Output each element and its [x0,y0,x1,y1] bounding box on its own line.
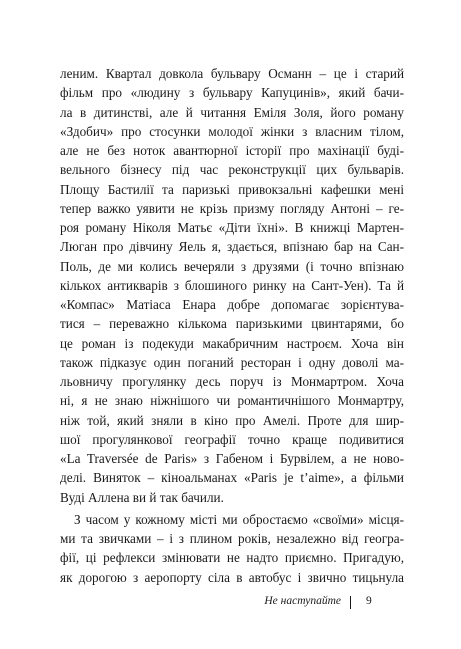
paragraph [60,64,404,507]
body-text [60,64,404,587]
text-line: ніж той, який зняли в кіно про Амелі. Проте для шир- [60,412,404,428]
text-line: тепер важко уявити не крізь призму погляду Антоні – ге- [60,200,404,216]
text-line: Площу Бастилії та паризькі привокзальні кафешки мені [60,181,404,197]
text-line: Вуді Аллена ви й так бачили. [60,489,224,505]
text-line: роя роману Ніколя Матьє «Діти їхні». В книжці Мартен- [60,220,404,235]
text-line: тися – переважно кількома паризькими цвинтарями, бо [60,316,404,332]
text-line: вельного бізнесу під час реконструкції цих бульварів. [60,162,404,178]
text-line: також підказує один поганий ресторан і одну доволі ма- [60,354,404,370]
text-line: «Компас» Матіаса Енара добре допомагає зорієнтува- [60,297,404,312]
text-line: шої прогулянкової географії точно краще подивитися [60,431,404,447]
text-line: «La Traversée de Paris» з Габеном і Бурвілем, а не новo- [60,451,404,466]
text-line: як дорогою з аеропорту сіла в автобус і звично тицьнула [60,569,404,585]
text-line: Поль, де ми колись вечеряли з друзями (і точно впізнаю [60,258,404,274]
paragraph [60,510,404,587]
text-line: кількох антикварів з блошиного ринку на Сант-Уен). Та й [60,277,404,293]
running-title: Не наступайте [264,595,341,607]
text-line: Люган про дівчину Яель я, здається, впізнаю бар на Сан- [60,239,404,255]
text-line: ми та звичками – і з плином років, незалежно від геогра- [60,531,404,546]
text-line: «Здобич» про стосунки молодої жінки з власним тілом, [60,123,404,139]
text-line: ла в дитинстві, але й читання Еміля Золя, його роману [60,104,404,120]
text-line: ні, я не знаю ніжнішого чи романтичнішого Монмартру, [60,393,404,409]
text-line: фії, ці рефлекси змінювати не надто приємно. Пригадую, [60,550,404,566]
text-line: делі. Виняток – кіноальманах «Paris je t’aime», а фільми [60,470,404,486]
page-footer [0,595,461,615]
text-line: льовничу прогулянку десь поруч із Монмартром. Хоча [60,374,404,389]
text-line: леним. Квартал довкола бульвару Османн – це і старий [60,66,404,81]
page-number: 9 [366,595,372,607]
text-line: але не без ноток авантюрної історії про махінації буді- [60,143,404,158]
text-line: це роман із подекуди макабричним настроєм. Хоча він [60,335,404,351]
footer-separator [350,596,351,609]
text-line: фільм про «людину з бульвару Капуцинів», який бачи- [60,85,404,101]
text-line: З часом у кожному місті ми обростаємо «своїми» місця- [74,511,404,527]
